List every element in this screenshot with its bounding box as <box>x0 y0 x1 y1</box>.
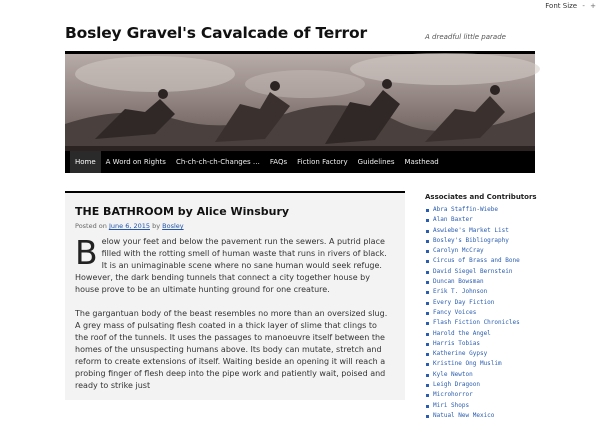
blogroll-link[interactable]: Harold the Angel <box>425 329 575 339</box>
blogroll-list <box>425 205 575 421</box>
blogroll-link[interactable]: Kyle Newton <box>425 370 575 380</box>
widget-title: Associates and Contributors <box>425 193 537 201</box>
blogroll-link[interactable]: Bosley's Bibliography <box>425 236 575 246</box>
by-label: by <box>152 222 161 230</box>
post-title[interactable]: THE BATHROOM by Alice Winsbury <box>75 205 290 218</box>
paragraph <box>75 233 391 296</box>
font-size-increase-button[interactable]: + <box>590 2 596 10</box>
blogroll-link[interactable]: Carolyn McCray <box>425 246 575 256</box>
blogroll-link[interactable]: David Siegel Bernstein <box>425 267 575 277</box>
blogroll-link[interactable]: Miri Shops <box>425 401 575 411</box>
nav-item-faqs[interactable]: FAQs <box>269 158 288 166</box>
post-author-link[interactable]: Bosley <box>162 222 184 230</box>
site-title[interactable]: Bosley Gravel's Cavalcade of Terror <box>65 24 367 42</box>
blogroll-link[interactable]: Every Day Fiction <box>425 298 575 308</box>
posted-on-label: Posted on <box>75 222 107 230</box>
post-article <box>65 191 405 400</box>
font-size-decrease-button[interactable]: - <box>582 2 585 10</box>
font-size-label: Font Size <box>545 2 578 10</box>
blogroll-link[interactable]: Fancy Voices <box>425 308 575 318</box>
blogroll-link[interactable]: Kristine Ong Muslim <box>425 359 575 369</box>
header-banner-image <box>65 54 535 151</box>
post-meta <box>75 222 405 230</box>
blogroll-link[interactable]: Abra Staffin-Wiebe <box>425 205 575 215</box>
post-date-link[interactable]: June 6, 2015 <box>108 222 150 230</box>
dropcap: B <box>75 233 98 272</box>
blogroll-link[interactable]: Harris Tobias <box>425 339 575 349</box>
nav-item-changes[interactable]: Ch-ch-ch-ch-Changes … <box>175 158 260 166</box>
nav-item-fiction-factory[interactable]: Fiction Factory <box>297 158 348 166</box>
blogroll-link[interactable]: Circus of Brass and Bone <box>425 256 575 266</box>
blogroll-link[interactable]: Erik T. Johnson <box>425 287 575 297</box>
paragraph-text: elow your feet and below the pavement run the sewers. A putrid place filled with the rotting smell of human waste that runs in rivers of black. It is an unimaginable scene where no sane human would seek refuge. However, the dark bending tunnels that connect a city together house by house prove to be an ultimate hunting ground for one creature. <box>75 237 387 294</box>
nav-item-home[interactable]: Home <box>70 151 101 173</box>
paragraph: The gargantuan body of the beast resembles no more than an oversized slug. A grey mass of pulsating flesh coated in a thick layer of slime that clings to the roof of the tunnels. It uses the passages to manoeuvre itself between the homes of the unsuspecting humans above. Its body can mutate, stretch and reform to create extensions of itself. Waiting beside an opening it will reach a probing finger of flesh deep into the pipe work and patiently wait, poised and ready to strike just <box>75 309 388 390</box>
blogroll-link[interactable]: Microhorror <box>425 390 575 400</box>
blogroll-link[interactable]: Aswiebe's Market List <box>425 226 575 236</box>
site-tagline: A dreadful little parade <box>425 33 506 41</box>
blogroll-link[interactable]: Flash Fiction Chronicles <box>425 318 575 328</box>
banner-artwork <box>65 54 535 151</box>
nav-item-masthead[interactable]: Masthead <box>404 158 439 166</box>
blogroll-link[interactable]: Katherine Gypsy <box>425 349 575 359</box>
nav-item-guidelines[interactable]: Guidelines <box>357 158 395 166</box>
blogroll-link[interactable]: Natual New Mexico <box>425 411 575 421</box>
nav-item-a-word-on-rights[interactable]: A Word on Rights <box>105 158 166 166</box>
font-size-control <box>545 2 596 10</box>
main-navigation <box>65 151 535 173</box>
blogroll-link[interactable]: Alan Baxter <box>425 215 575 225</box>
blogroll-link[interactable]: Duncan Bowsman <box>425 277 575 287</box>
sidebar <box>425 193 575 421</box>
blogroll-link[interactable]: Leigh Dragoon <box>425 380 575 390</box>
post-content <box>75 233 391 392</box>
